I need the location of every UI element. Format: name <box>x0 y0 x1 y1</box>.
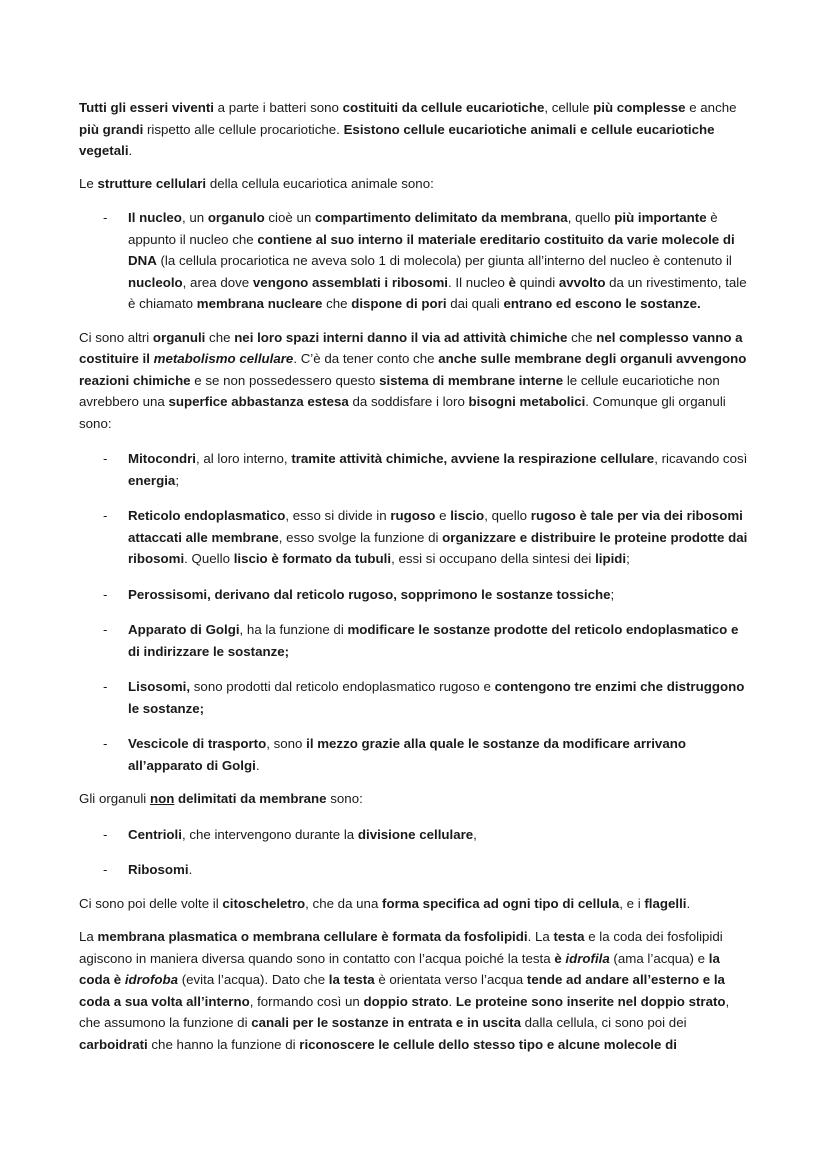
text-run: , un <box>181 210 208 225</box>
text-run: quindi <box>516 274 559 290</box>
text-run <box>565 951 609 966</box>
text-run: entrano ed escono le sostanze. <box>503 296 701 311</box>
text-run: tende ad andare all’esterno e la coda a sua volta all’interno <box>79 972 725 1009</box>
text-run: non <box>149 791 175 806</box>
text-run: Ribosomi <box>128 862 189 877</box>
text-run: le cellule eucariotiche non avrebbero una <box>79 372 720 409</box>
text-run: ; <box>610 586 615 602</box>
text-run: . Il nucleo <box>447 274 509 290</box>
text-run: (evita l’acqua). Dato che <box>178 972 329 987</box>
text-run: , formando così un <box>249 993 364 1009</box>
text-run: organulo <box>207 210 265 225</box>
document-page <box>79 97 751 1055</box>
list-item <box>79 824 751 846</box>
text-run: dai quali <box>446 296 504 311</box>
text-run: , che da una <box>305 895 383 911</box>
list-item <box>79 584 751 606</box>
text-run: doppio strato <box>363 993 449 1009</box>
text-run: superfice abbastanza estesa <box>168 394 349 409</box>
text-run: metabolismo cellulare <box>153 351 294 366</box>
text-run: , quello <box>484 508 531 523</box>
text-run: Le <box>79 175 98 191</box>
text-run: (la cellula procariotica ne aveva solo 1 di molecola) per giunta all’interno del nucleo è contenuto il <box>156 253 732 268</box>
text-run: idrofoba <box>124 972 179 987</box>
text-run: Le proteine sono inserite nel doppio strato <box>455 993 726 1009</box>
text-run: rispetto alle cellule procariotiche. <box>143 121 344 137</box>
text-run: , che intervengono durante la <box>181 826 358 842</box>
text-run: sono prodotti dal reticolo endoplasmatico rugoso e <box>190 679 495 694</box>
text-run: contiene al suo interno il materiale ereditario costituito da varie molecole di DNA <box>128 231 735 268</box>
text-run: membrana plasmatica o membrana cellulare è formata da fosfolipidi <box>97 929 528 944</box>
text-run: Ci sono poi delle volte il <box>79 895 223 911</box>
text-run: Reticolo endoplasmatico <box>128 508 286 523</box>
text-run: Tutti gli esseri viventi <box>79 100 214 115</box>
text-run: . <box>255 757 260 773</box>
list-item <box>79 676 751 719</box>
text-run: liscio è formato da tubuli <box>233 551 392 566</box>
text-run: è appunto il nucleo che <box>128 210 718 247</box>
text-run: . <box>448 993 456 1009</box>
dash-bullet: - <box>103 826 108 842</box>
text-run: ; <box>626 551 630 566</box>
text-run: . Quello <box>184 551 234 566</box>
paragraph-non-membrane <box>79 788 751 810</box>
text-run: che <box>322 296 352 311</box>
text-run: Centrioli <box>128 826 182 842</box>
text-run: bisogni metabolici <box>468 394 586 409</box>
text-run: è orientata verso l’acqua <box>374 972 527 987</box>
text-run: testa <box>553 929 585 944</box>
text-run: membrana nucleare <box>196 296 323 311</box>
text-run: più importante <box>614 210 707 225</box>
paragraph-structures <box>79 173 751 195</box>
text-run: carboidrati <box>79 1036 148 1052</box>
text-run: Il nucleo <box>128 210 182 225</box>
list-item <box>79 619 751 662</box>
text-run: nei loro spazi interni danno il via ad attività chimiche <box>234 329 568 345</box>
text-run: , ricavando così <box>654 451 748 466</box>
text-run: energia <box>128 472 176 488</box>
text-run: idrofila <box>565 950 610 966</box>
text-run: . <box>686 895 691 911</box>
list-organelles <box>79 448 751 776</box>
text-run: ; <box>175 472 180 488</box>
text-run: , sono <box>266 736 307 751</box>
text-run: che hanno la funzione di <box>147 1036 300 1052</box>
text-run: canali per le sostanze in entrata e in uscita <box>251 1015 521 1030</box>
text-run: organizzare e distribuire le proteine prodotte dai ribosomi <box>128 529 748 566</box>
text-run: nel complesso vanno a costituire il <box>79 329 743 366</box>
text-run: . Comunque gli organuli sono: <box>79 394 726 431</box>
text-run: tramite attività chimiche, avviene la respirazione cellulare <box>291 451 655 466</box>
text-run: , esso svolge la funzione di <box>278 529 443 545</box>
text-run: Esistono cellule eucariotiche animali e cellule eucariotiche vegetali <box>79 121 715 158</box>
text-run: Vescicole di trasporto <box>128 736 267 751</box>
text-run: . <box>188 862 193 877</box>
list-non-membrane <box>79 824 751 881</box>
text-run: che <box>205 329 235 345</box>
text-run: , e i <box>619 895 645 911</box>
text-run: organuli <box>152 329 206 345</box>
text-run: da un rivestimento, tale è chiamato <box>128 274 747 311</box>
text-run: , che assumono la funzione di <box>79 993 730 1030</box>
list-item <box>79 207 751 315</box>
text-run: divisione cellulare <box>357 826 474 842</box>
text-run: Apparato di Golgi <box>128 622 240 637</box>
text-run <box>154 351 294 366</box>
text-run: è <box>508 274 516 290</box>
text-run: costituiti da cellule eucariotiche <box>342 100 545 115</box>
text-run: rugoso <box>390 508 436 523</box>
dash-bullet: - <box>103 622 108 637</box>
list-item <box>79 448 751 491</box>
text-run: , ha la funzione di <box>239 622 348 637</box>
text-run: sistema di membrane interne <box>379 372 564 388</box>
text-run: , <box>473 826 477 842</box>
text-run <box>125 972 178 987</box>
text-run: compartimento delimitato da membrana <box>314 210 568 225</box>
dash-bullet: - <box>103 679 108 694</box>
text-run: e <box>435 508 451 523</box>
dash-bullet: - <box>103 586 108 602</box>
text-run: la testa <box>328 972 375 987</box>
text-run: . C’è da tener conto che <box>293 351 439 366</box>
text-run: dispone di pori <box>351 296 447 311</box>
list-item <box>79 859 751 881</box>
text-run: Perossisomi, derivano dal reticolo rugoso, sopprimono le sostanze tossiche <box>128 586 611 602</box>
text-run: dalla cellula, ci sono poi dei <box>520 1015 687 1030</box>
text-run: vengono assemblati i ribosomi <box>252 274 448 290</box>
text-run: che <box>567 329 597 345</box>
text-run: più complesse <box>593 100 686 115</box>
paragraph-intro <box>79 97 751 162</box>
text-run: , esso si divide in <box>285 508 391 523</box>
text-run: e anche <box>685 100 737 115</box>
text-run: Lisosomi, <box>128 679 191 694</box>
text-run: più grandi <box>79 121 144 137</box>
text-run: è <box>554 950 566 966</box>
text-run: anche sulle membrane degli organuli avvengono reazioni chimiche <box>79 351 747 388</box>
text-run: della cellula eucariotica animale sono: <box>206 175 434 191</box>
text-run: contengono tre enzimi che distruggono le sostanze; <box>128 679 745 716</box>
text-run: Ci sono altri <box>79 329 153 345</box>
paragraph-plasma-membrane <box>79 926 751 1055</box>
text-run: Gli organuli <box>79 791 150 806</box>
text-run: citoscheletro <box>222 895 306 911</box>
text-run: il mezzo grazie alla quale le sostanze da modificare arrivano all’apparato di Golgi <box>128 736 686 773</box>
text-run: avvolto <box>558 274 606 290</box>
text-run: la coda è <box>79 950 720 987</box>
text-run: rugoso è tale per via dei ribosomi attaccati alle membrane <box>128 508 743 545</box>
text-run: strutture cellulari <box>97 175 207 191</box>
text-run: . La <box>527 929 554 944</box>
text-run: , cellule <box>544 100 594 115</box>
text-run: , quello <box>567 210 615 225</box>
text-run: , essi si occupano della sintesi dei <box>391 551 596 566</box>
text-run: (ama l’acqua) e <box>609 950 709 966</box>
dash-bullet: - <box>103 862 108 877</box>
text-run: modificare le sostanze prodotte del reticolo endoplasmatico e di indirizzare le sostanze; <box>128 622 739 659</box>
text-run: flagelli <box>644 895 687 911</box>
dash-bullet: - <box>103 451 108 466</box>
text-run: riconoscere le cellule dello stesso tipo e alcune molecole di <box>299 1036 677 1052</box>
list-item <box>79 733 751 776</box>
text-run: , al loro interno, <box>195 451 292 466</box>
text-run: Mitocondri <box>128 451 196 466</box>
text-run: liscio <box>450 508 485 523</box>
dash-bullet: - <box>103 736 108 751</box>
text-run: da soddisfare i loro <box>348 394 469 409</box>
text-run: lipidi <box>595 551 627 566</box>
list-item <box>79 505 751 570</box>
text-run: e la coda dei fosfolipidi agiscono in maniera diversa quando sono in contatto con l’acqua poiché la testa <box>79 929 723 966</box>
text-run: , area dove <box>182 274 253 290</box>
dash-bullet: - <box>103 210 108 225</box>
text-run: forma specifica ad ogni tipo di cellula <box>382 895 620 911</box>
text-run: e se non possedessero questo <box>190 372 380 388</box>
list-structures <box>79 207 751 315</box>
paragraph-organelles <box>79 327 751 435</box>
text-run: delimitati da membrane <box>174 791 327 806</box>
text-run: a parte i batteri sono <box>213 100 343 115</box>
paragraph-cytoskeleton <box>79 893 751 915</box>
text-run: nucleolo <box>128 274 183 290</box>
text-run: cioè un <box>264 210 315 225</box>
text-run: sono: <box>326 791 363 806</box>
text-run: La <box>79 929 98 944</box>
dash-bullet: - <box>103 508 108 523</box>
text-run: . <box>128 143 133 158</box>
